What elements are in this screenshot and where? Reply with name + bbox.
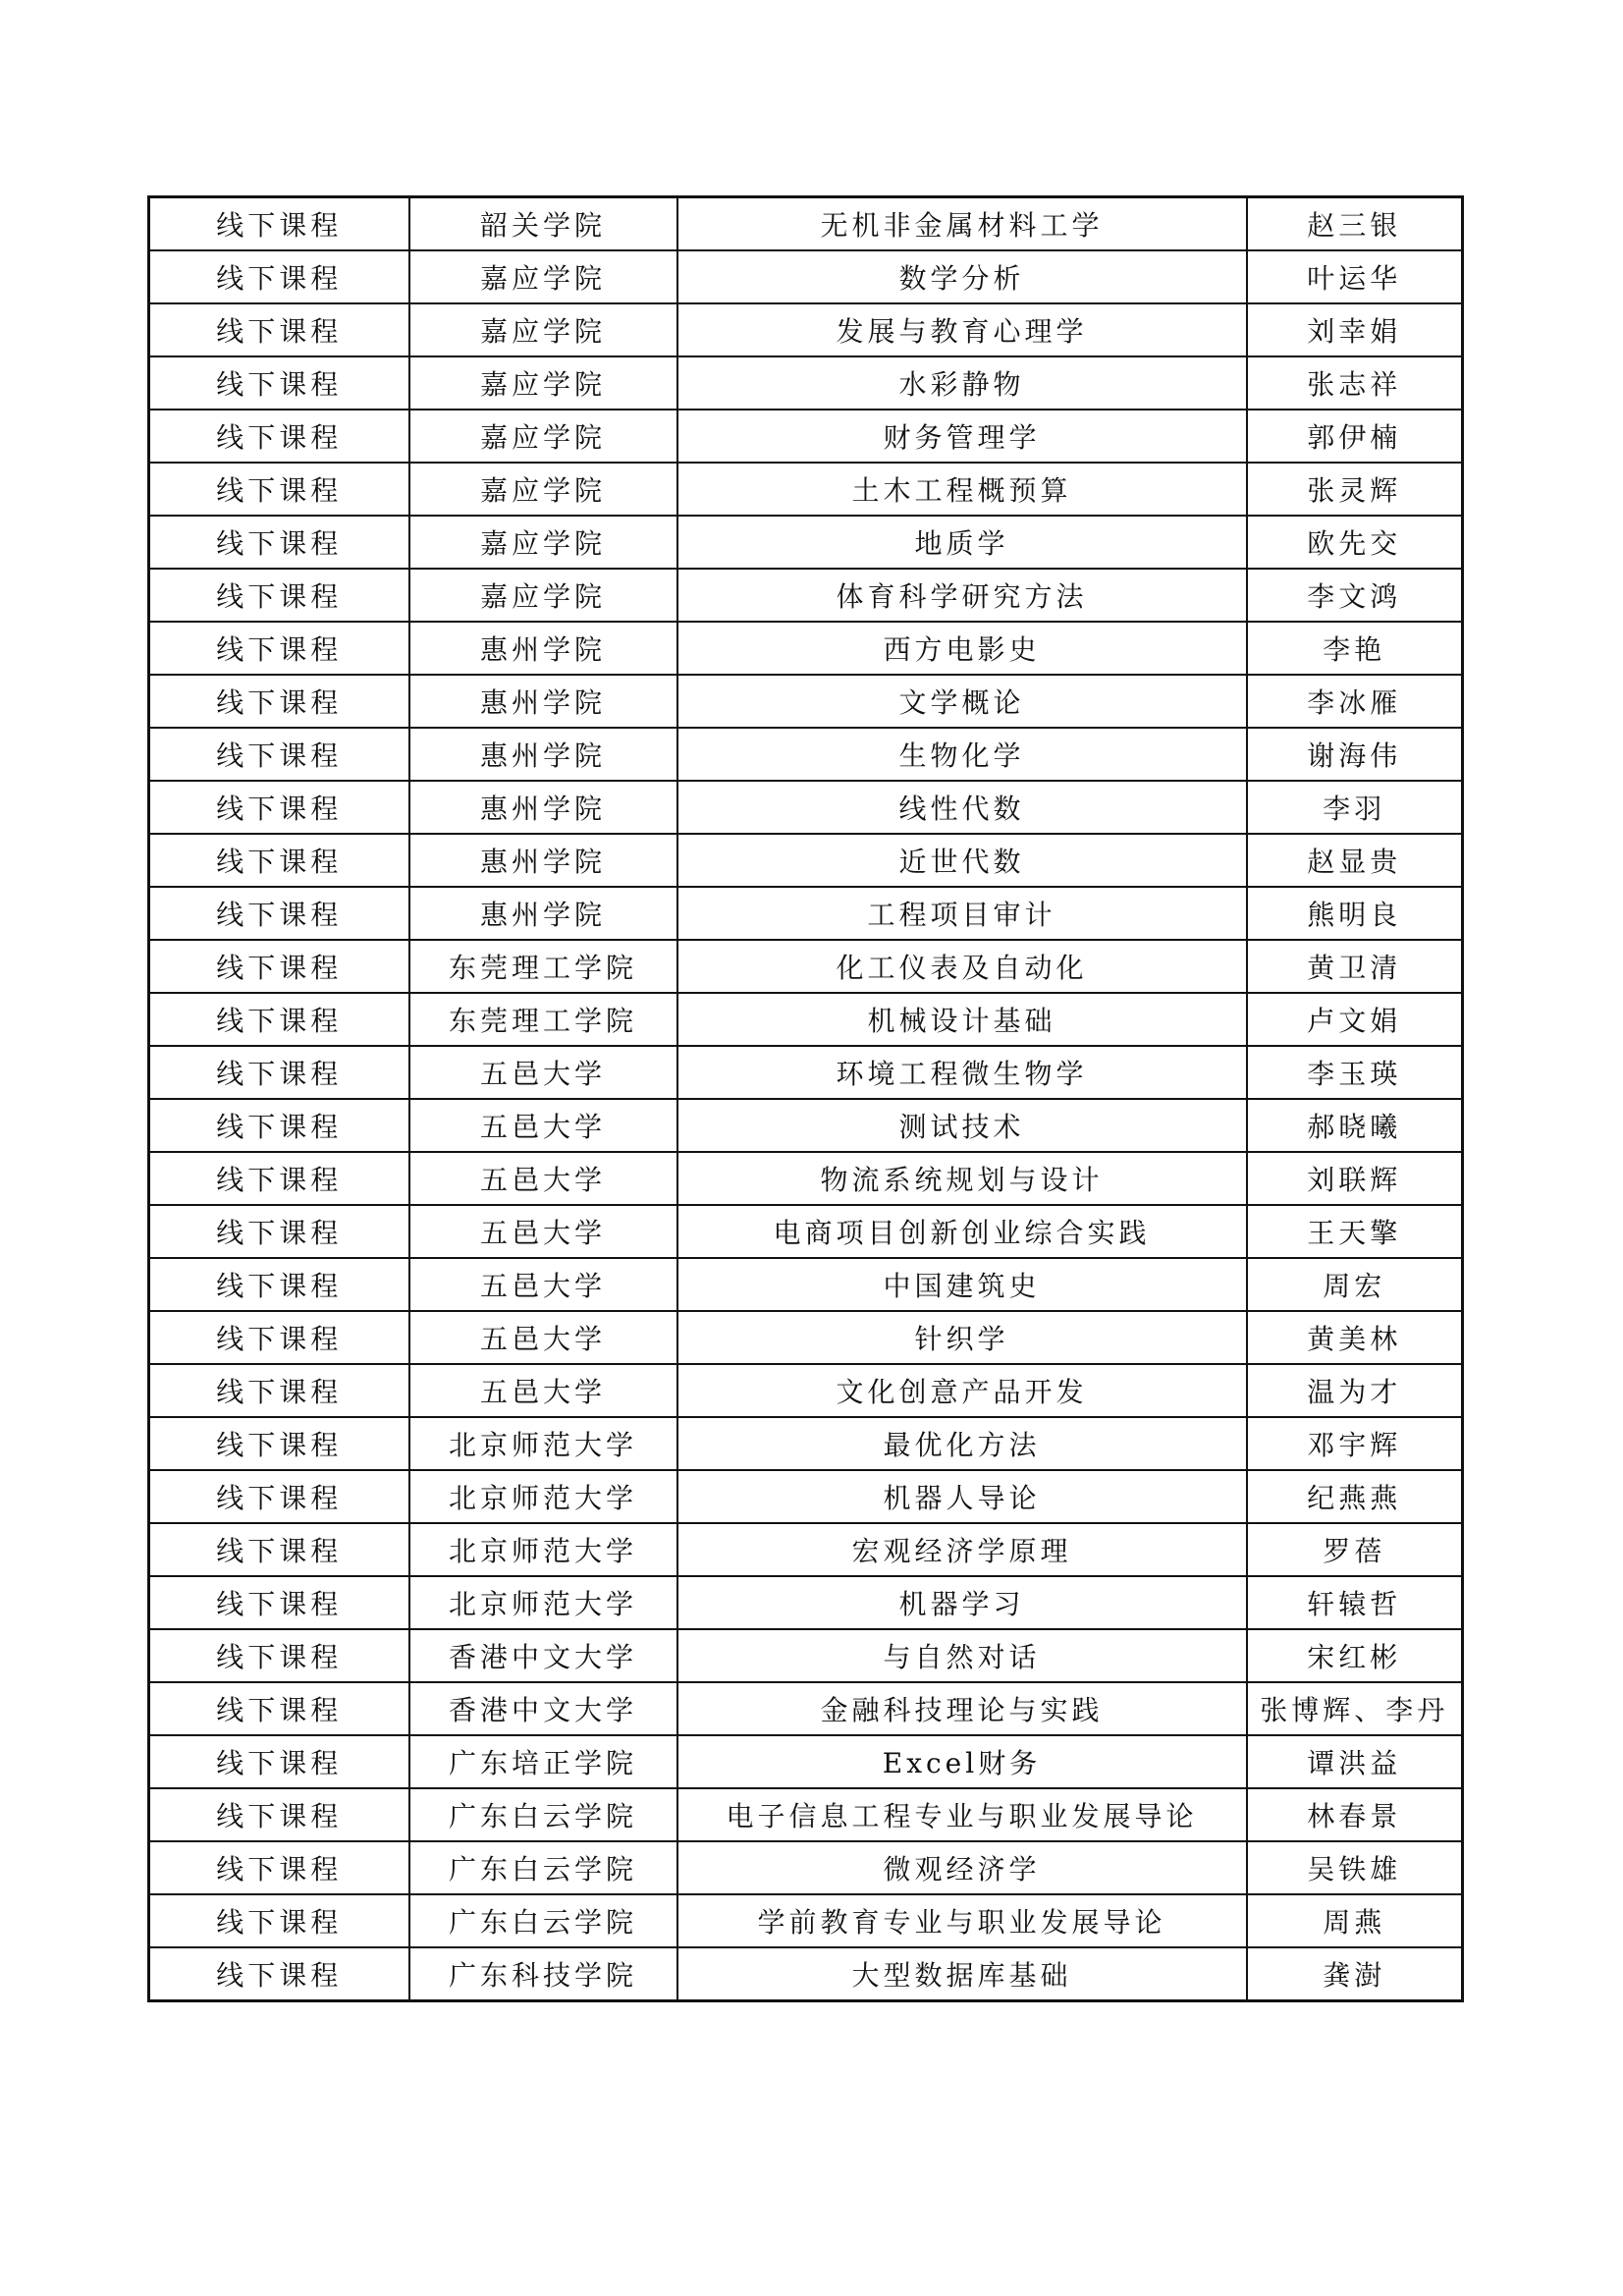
school-cell: 东莞理工学院 — [409, 993, 677, 1046]
table-row — [149, 887, 1463, 940]
course-type-cell: 线下课程 — [149, 1788, 409, 1841]
school-cell: 五邑大学 — [409, 1311, 677, 1364]
teacher-cell: 罗蓓 — [1247, 1523, 1463, 1576]
course-name-cell: 工程项目审计 — [677, 887, 1247, 940]
teacher-cell: 温为才 — [1247, 1364, 1463, 1417]
table-row — [149, 1841, 1463, 1894]
course-type-cell: 线下课程 — [149, 834, 409, 887]
course-name-cell: 测试技术 — [677, 1099, 1247, 1152]
table-row — [149, 1470, 1463, 1523]
course-name-cell: Excel财务 — [677, 1735, 1247, 1788]
table-row — [149, 1258, 1463, 1311]
school-cell: 惠州学院 — [409, 622, 677, 675]
course-type-cell: 线下课程 — [149, 887, 409, 940]
table-row — [149, 1523, 1463, 1576]
course-name-cell: 土木工程概预算 — [677, 463, 1247, 516]
course-name-cell: 地质学 — [677, 516, 1247, 569]
school-cell: 北京师范大学 — [409, 1576, 677, 1629]
course-name-cell: 生物化学 — [677, 728, 1247, 781]
course-type-cell: 线下课程 — [149, 1629, 409, 1682]
teacher-cell: 张灵辉 — [1247, 463, 1463, 516]
school-cell: 嘉应学院 — [409, 569, 677, 622]
course-type-cell: 线下课程 — [149, 1046, 409, 1099]
course-name-cell: 物流系统规划与设计 — [677, 1152, 1247, 1205]
school-cell: 惠州学院 — [409, 728, 677, 781]
course-type-cell: 线下课程 — [149, 303, 409, 356]
course-name-cell: 数学分析 — [677, 250, 1247, 303]
table-row — [149, 1682, 1463, 1735]
course-name-cell: 中国建筑史 — [677, 1258, 1247, 1311]
course-type-cell: 线下课程 — [149, 1735, 409, 1788]
course-name-cell: 宏观经济学原理 — [677, 1523, 1247, 1576]
school-cell: 惠州学院 — [409, 781, 677, 834]
table-row — [149, 1629, 1463, 1682]
teacher-cell: 刘联辉 — [1247, 1152, 1463, 1205]
course-name-cell: 微观经济学 — [677, 1841, 1247, 1894]
course-type-cell: 线下课程 — [149, 197, 409, 251]
school-cell: 广东培正学院 — [409, 1735, 677, 1788]
table-row — [149, 250, 1463, 303]
school-cell: 惠州学院 — [409, 675, 677, 728]
table-row — [149, 356, 1463, 410]
course-type-cell: 线下课程 — [149, 993, 409, 1046]
teacher-cell: 李文鸿 — [1247, 569, 1463, 622]
teacher-cell: 熊明良 — [1247, 887, 1463, 940]
course-type-cell: 线下课程 — [149, 1470, 409, 1523]
table-row — [149, 834, 1463, 887]
table-row — [149, 516, 1463, 569]
school-cell: 广东白云学院 — [409, 1894, 677, 1947]
teacher-cell: 邓宇辉 — [1247, 1417, 1463, 1470]
table-row — [149, 303, 1463, 356]
table-row — [149, 622, 1463, 675]
course-table-body — [149, 197, 1463, 2001]
table-row — [149, 410, 1463, 463]
table-row — [149, 781, 1463, 834]
course-type-cell: 线下课程 — [149, 1947, 409, 2001]
teacher-cell: 张志祥 — [1247, 356, 1463, 410]
course-name-cell: 体育科学研究方法 — [677, 569, 1247, 622]
course-type-cell: 线下课程 — [149, 1311, 409, 1364]
table-row — [149, 1311, 1463, 1364]
teacher-cell: 林春景 — [1247, 1788, 1463, 1841]
course-name-cell: 针织学 — [677, 1311, 1247, 1364]
teacher-cell: 周宏 — [1247, 1258, 1463, 1311]
table-row — [149, 1788, 1463, 1841]
course-name-cell: 最优化方法 — [677, 1417, 1247, 1470]
school-cell: 嘉应学院 — [409, 516, 677, 569]
course-name-cell: 水彩静物 — [677, 356, 1247, 410]
school-cell: 韶关学院 — [409, 197, 677, 251]
teacher-cell: 李冰雁 — [1247, 675, 1463, 728]
school-cell: 广东科技学院 — [409, 1947, 677, 2001]
school-cell: 东莞理工学院 — [409, 940, 677, 993]
teacher-cell: 黄美林 — [1247, 1311, 1463, 1364]
course-name-cell: 机械设计基础 — [677, 993, 1247, 1046]
school-cell: 惠州学院 — [409, 834, 677, 887]
course-type-cell: 线下课程 — [149, 356, 409, 410]
table-row — [149, 1099, 1463, 1152]
table-row — [149, 993, 1463, 1046]
course-name-cell: 机器人导论 — [677, 1470, 1247, 1523]
school-cell: 北京师范大学 — [409, 1417, 677, 1470]
course-type-cell: 线下课程 — [149, 1523, 409, 1576]
teacher-cell: 李玉瑛 — [1247, 1046, 1463, 1099]
course-type-cell: 线下课程 — [149, 1417, 409, 1470]
table-row — [149, 1046, 1463, 1099]
course-type-cell: 线下课程 — [149, 1364, 409, 1417]
course-table — [147, 195, 1464, 2002]
teacher-cell: 周燕 — [1247, 1894, 1463, 1947]
teacher-cell: 李羽 — [1247, 781, 1463, 834]
table-row — [149, 197, 1463, 251]
table-row — [149, 728, 1463, 781]
school-cell: 五邑大学 — [409, 1099, 677, 1152]
teacher-cell: 刘幸娟 — [1247, 303, 1463, 356]
course-type-cell: 线下课程 — [149, 1258, 409, 1311]
school-cell: 嘉应学院 — [409, 410, 677, 463]
teacher-cell: 黄卫清 — [1247, 940, 1463, 993]
table-row — [149, 940, 1463, 993]
school-cell: 五邑大学 — [409, 1205, 677, 1258]
school-cell: 五邑大学 — [409, 1046, 677, 1099]
course-type-cell: 线下课程 — [149, 463, 409, 516]
course-name-cell: 西方电影史 — [677, 622, 1247, 675]
teacher-cell: 王天擎 — [1247, 1205, 1463, 1258]
school-cell: 惠州学院 — [409, 887, 677, 940]
course-name-cell: 文化创意产品开发 — [677, 1364, 1247, 1417]
course-type-cell: 线下课程 — [149, 1682, 409, 1735]
course-name-cell: 发展与教育心理学 — [677, 303, 1247, 356]
school-cell: 北京师范大学 — [409, 1470, 677, 1523]
school-cell: 广东白云学院 — [409, 1788, 677, 1841]
school-cell: 五邑大学 — [409, 1152, 677, 1205]
course-type-cell: 线下课程 — [149, 781, 409, 834]
course-type-cell: 线下课程 — [149, 675, 409, 728]
teacher-cell: 吴铁雄 — [1247, 1841, 1463, 1894]
school-cell: 广东白云学院 — [409, 1841, 677, 1894]
table-row — [149, 1152, 1463, 1205]
course-type-cell: 线下课程 — [149, 1841, 409, 1894]
table-row — [149, 1894, 1463, 1947]
course-name-cell: 大型数据库基础 — [677, 1947, 1247, 2001]
teacher-cell: 赵三银 — [1247, 197, 1463, 251]
course-name-cell: 金融科技理论与实践 — [677, 1682, 1247, 1735]
table-row — [149, 1417, 1463, 1470]
course-name-cell: 与自然对话 — [677, 1629, 1247, 1682]
course-name-cell: 化工仪表及自动化 — [677, 940, 1247, 993]
course-name-cell: 环境工程微生物学 — [677, 1046, 1247, 1099]
teacher-cell: 谢海伟 — [1247, 728, 1463, 781]
school-cell: 嘉应学院 — [409, 250, 677, 303]
teacher-cell: 纪燕燕 — [1247, 1470, 1463, 1523]
table-row — [149, 1364, 1463, 1417]
course-name-cell: 财务管理学 — [677, 410, 1247, 463]
course-type-cell: 线下课程 — [149, 250, 409, 303]
table-row — [149, 1947, 1463, 2001]
teacher-cell: 欧先交 — [1247, 516, 1463, 569]
table-row — [149, 463, 1463, 516]
course-name-cell: 近世代数 — [677, 834, 1247, 887]
teacher-cell: 张博辉、李丹 — [1247, 1682, 1463, 1735]
course-type-cell: 线下课程 — [149, 1099, 409, 1152]
teacher-cell: 龚澍 — [1247, 1947, 1463, 2001]
course-name-cell: 文学概论 — [677, 675, 1247, 728]
course-type-cell: 线下课程 — [149, 410, 409, 463]
course-type-cell: 线下课程 — [149, 1576, 409, 1629]
teacher-cell: 郝晓曦 — [1247, 1099, 1463, 1152]
teacher-cell: 李艳 — [1247, 622, 1463, 675]
course-type-cell: 线下课程 — [149, 940, 409, 993]
course-name-cell: 无机非金属材料工学 — [677, 197, 1247, 251]
teacher-cell: 宋红彬 — [1247, 1629, 1463, 1682]
course-type-cell: 线下课程 — [149, 728, 409, 781]
table-row — [149, 569, 1463, 622]
course-type-cell: 线下课程 — [149, 516, 409, 569]
table-row — [149, 1735, 1463, 1788]
table-row — [149, 675, 1463, 728]
school-cell: 五邑大学 — [409, 1258, 677, 1311]
course-type-cell: 线下课程 — [149, 1894, 409, 1947]
teacher-cell: 卢文娟 — [1247, 993, 1463, 1046]
school-cell: 五邑大学 — [409, 1364, 677, 1417]
table-row — [149, 1205, 1463, 1258]
teacher-cell: 谭洪益 — [1247, 1735, 1463, 1788]
course-name-cell: 电商项目创新创业综合实践 — [677, 1205, 1247, 1258]
course-type-cell: 线下课程 — [149, 569, 409, 622]
school-cell: 嘉应学院 — [409, 463, 677, 516]
teacher-cell: 叶运华 — [1247, 250, 1463, 303]
school-cell: 香港中文大学 — [409, 1682, 677, 1735]
course-type-cell: 线下课程 — [149, 1152, 409, 1205]
school-cell: 北京师范大学 — [409, 1523, 677, 1576]
teacher-cell: 郭伊楠 — [1247, 410, 1463, 463]
course-name-cell: 电子信息工程专业与职业发展导论 — [677, 1788, 1247, 1841]
teacher-cell: 赵显贵 — [1247, 834, 1463, 887]
course-name-cell: 机器学习 — [677, 1576, 1247, 1629]
course-name-cell: 线性代数 — [677, 781, 1247, 834]
table-row — [149, 1576, 1463, 1629]
teacher-cell: 轩辕哲 — [1247, 1576, 1463, 1629]
school-cell: 香港中文大学 — [409, 1629, 677, 1682]
course-type-cell: 线下课程 — [149, 622, 409, 675]
course-name-cell: 学前教育专业与职业发展导论 — [677, 1894, 1247, 1947]
course-type-cell: 线下课程 — [149, 1205, 409, 1258]
school-cell: 嘉应学院 — [409, 303, 677, 356]
school-cell: 嘉应学院 — [409, 356, 677, 410]
